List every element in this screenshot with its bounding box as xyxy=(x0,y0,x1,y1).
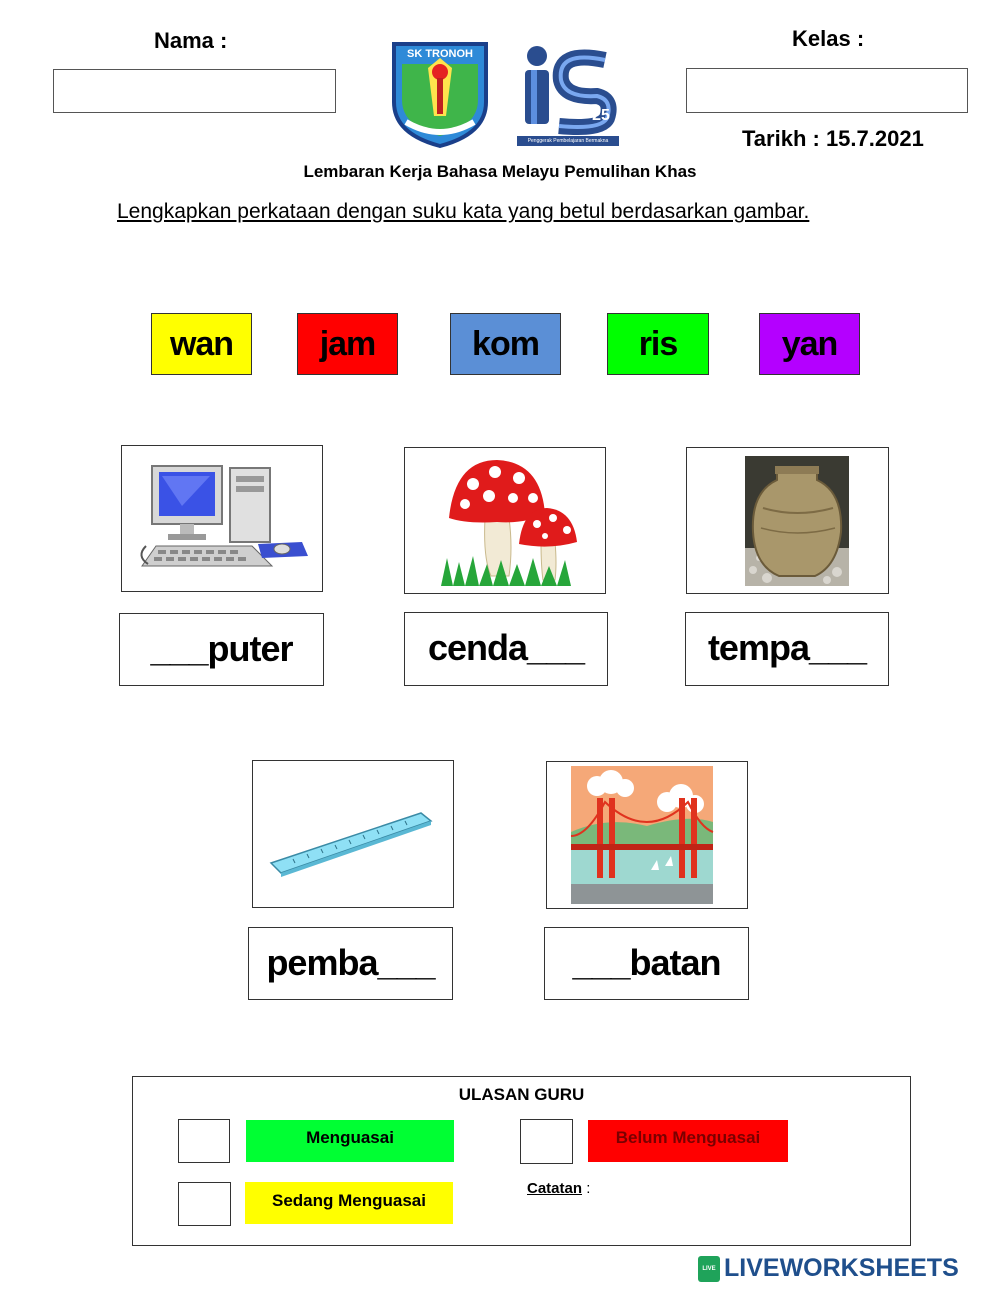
program-logo xyxy=(517,40,621,152)
not-mastered-checkbox[interactable] xyxy=(520,1119,573,1164)
mastered-label: Menguasai xyxy=(246,1120,454,1162)
mushroom-picture xyxy=(404,447,606,594)
program-logo-number: 25 xyxy=(592,107,610,124)
notes-colon: : xyxy=(586,1180,591,1197)
bridge-icon xyxy=(547,762,747,908)
syllable-tile-wan[interactable]: wan xyxy=(151,313,252,375)
bridge-picture xyxy=(546,761,748,909)
program-logo-subtext: Penggerak Pembelajaran Bermakna xyxy=(527,138,609,144)
kelas-label: Kelas : xyxy=(792,26,865,51)
notes-label-wrap xyxy=(527,1180,590,1197)
not-mastered-label: Belum Menguasai xyxy=(588,1120,788,1162)
word-box-ruler[interactable]: pemba___ xyxy=(248,927,453,1000)
notes-label: Catatan xyxy=(527,1180,583,1197)
syllable-tile-jam[interactable]: jam xyxy=(297,313,398,375)
ruler-picture xyxy=(252,760,454,908)
nama-input[interactable] xyxy=(53,69,336,113)
review-heading: ULASAN GURU xyxy=(458,1085,585,1104)
worksheet-title: Lembaran Kerja Bahasa Melayu Pemulihan Khas xyxy=(303,162,697,181)
syllable-tile-kom[interactable]: kom xyxy=(450,313,561,375)
jar-picture xyxy=(686,447,889,594)
school-crest-text: SK TRONOH xyxy=(407,48,473,60)
in-progress-checkbox[interactable] xyxy=(178,1182,231,1226)
word-box-jar[interactable]: tempa___ xyxy=(685,612,889,686)
word-box-bridge[interactable]: ___batan xyxy=(544,927,749,1000)
computer-icon xyxy=(122,446,322,591)
word-box-computer[interactable]: ___puter xyxy=(119,613,324,686)
clay-jar-icon xyxy=(687,448,888,593)
date-label: Tarikh : 15.7.2021 xyxy=(742,126,924,151)
nama-label: Nama : xyxy=(154,28,228,53)
ruler-icon xyxy=(253,761,453,907)
kelas-input[interactable] xyxy=(686,68,968,113)
mastered-checkbox[interactable] xyxy=(178,1119,230,1163)
school-crest-logo xyxy=(388,38,492,150)
syllable-tile-yan[interactable]: yan xyxy=(759,313,860,375)
liveworksheets-badge: LIVE xyxy=(698,1256,720,1282)
in-progress-label: Sedang Menguasai xyxy=(245,1182,453,1224)
mushroom-icon xyxy=(405,448,605,593)
instruction-text: Lengkapkan perkataan dengan suku kata yang betul berdasarkan gambar. xyxy=(117,200,810,223)
word-box-mushroom[interactable]: cenda___ xyxy=(404,612,608,686)
liveworksheets-brand[interactable]: LIVEWORKSHEETS xyxy=(724,1254,959,1282)
syllable-tile-ris[interactable]: ris xyxy=(607,313,709,375)
computer-picture xyxy=(121,445,323,592)
